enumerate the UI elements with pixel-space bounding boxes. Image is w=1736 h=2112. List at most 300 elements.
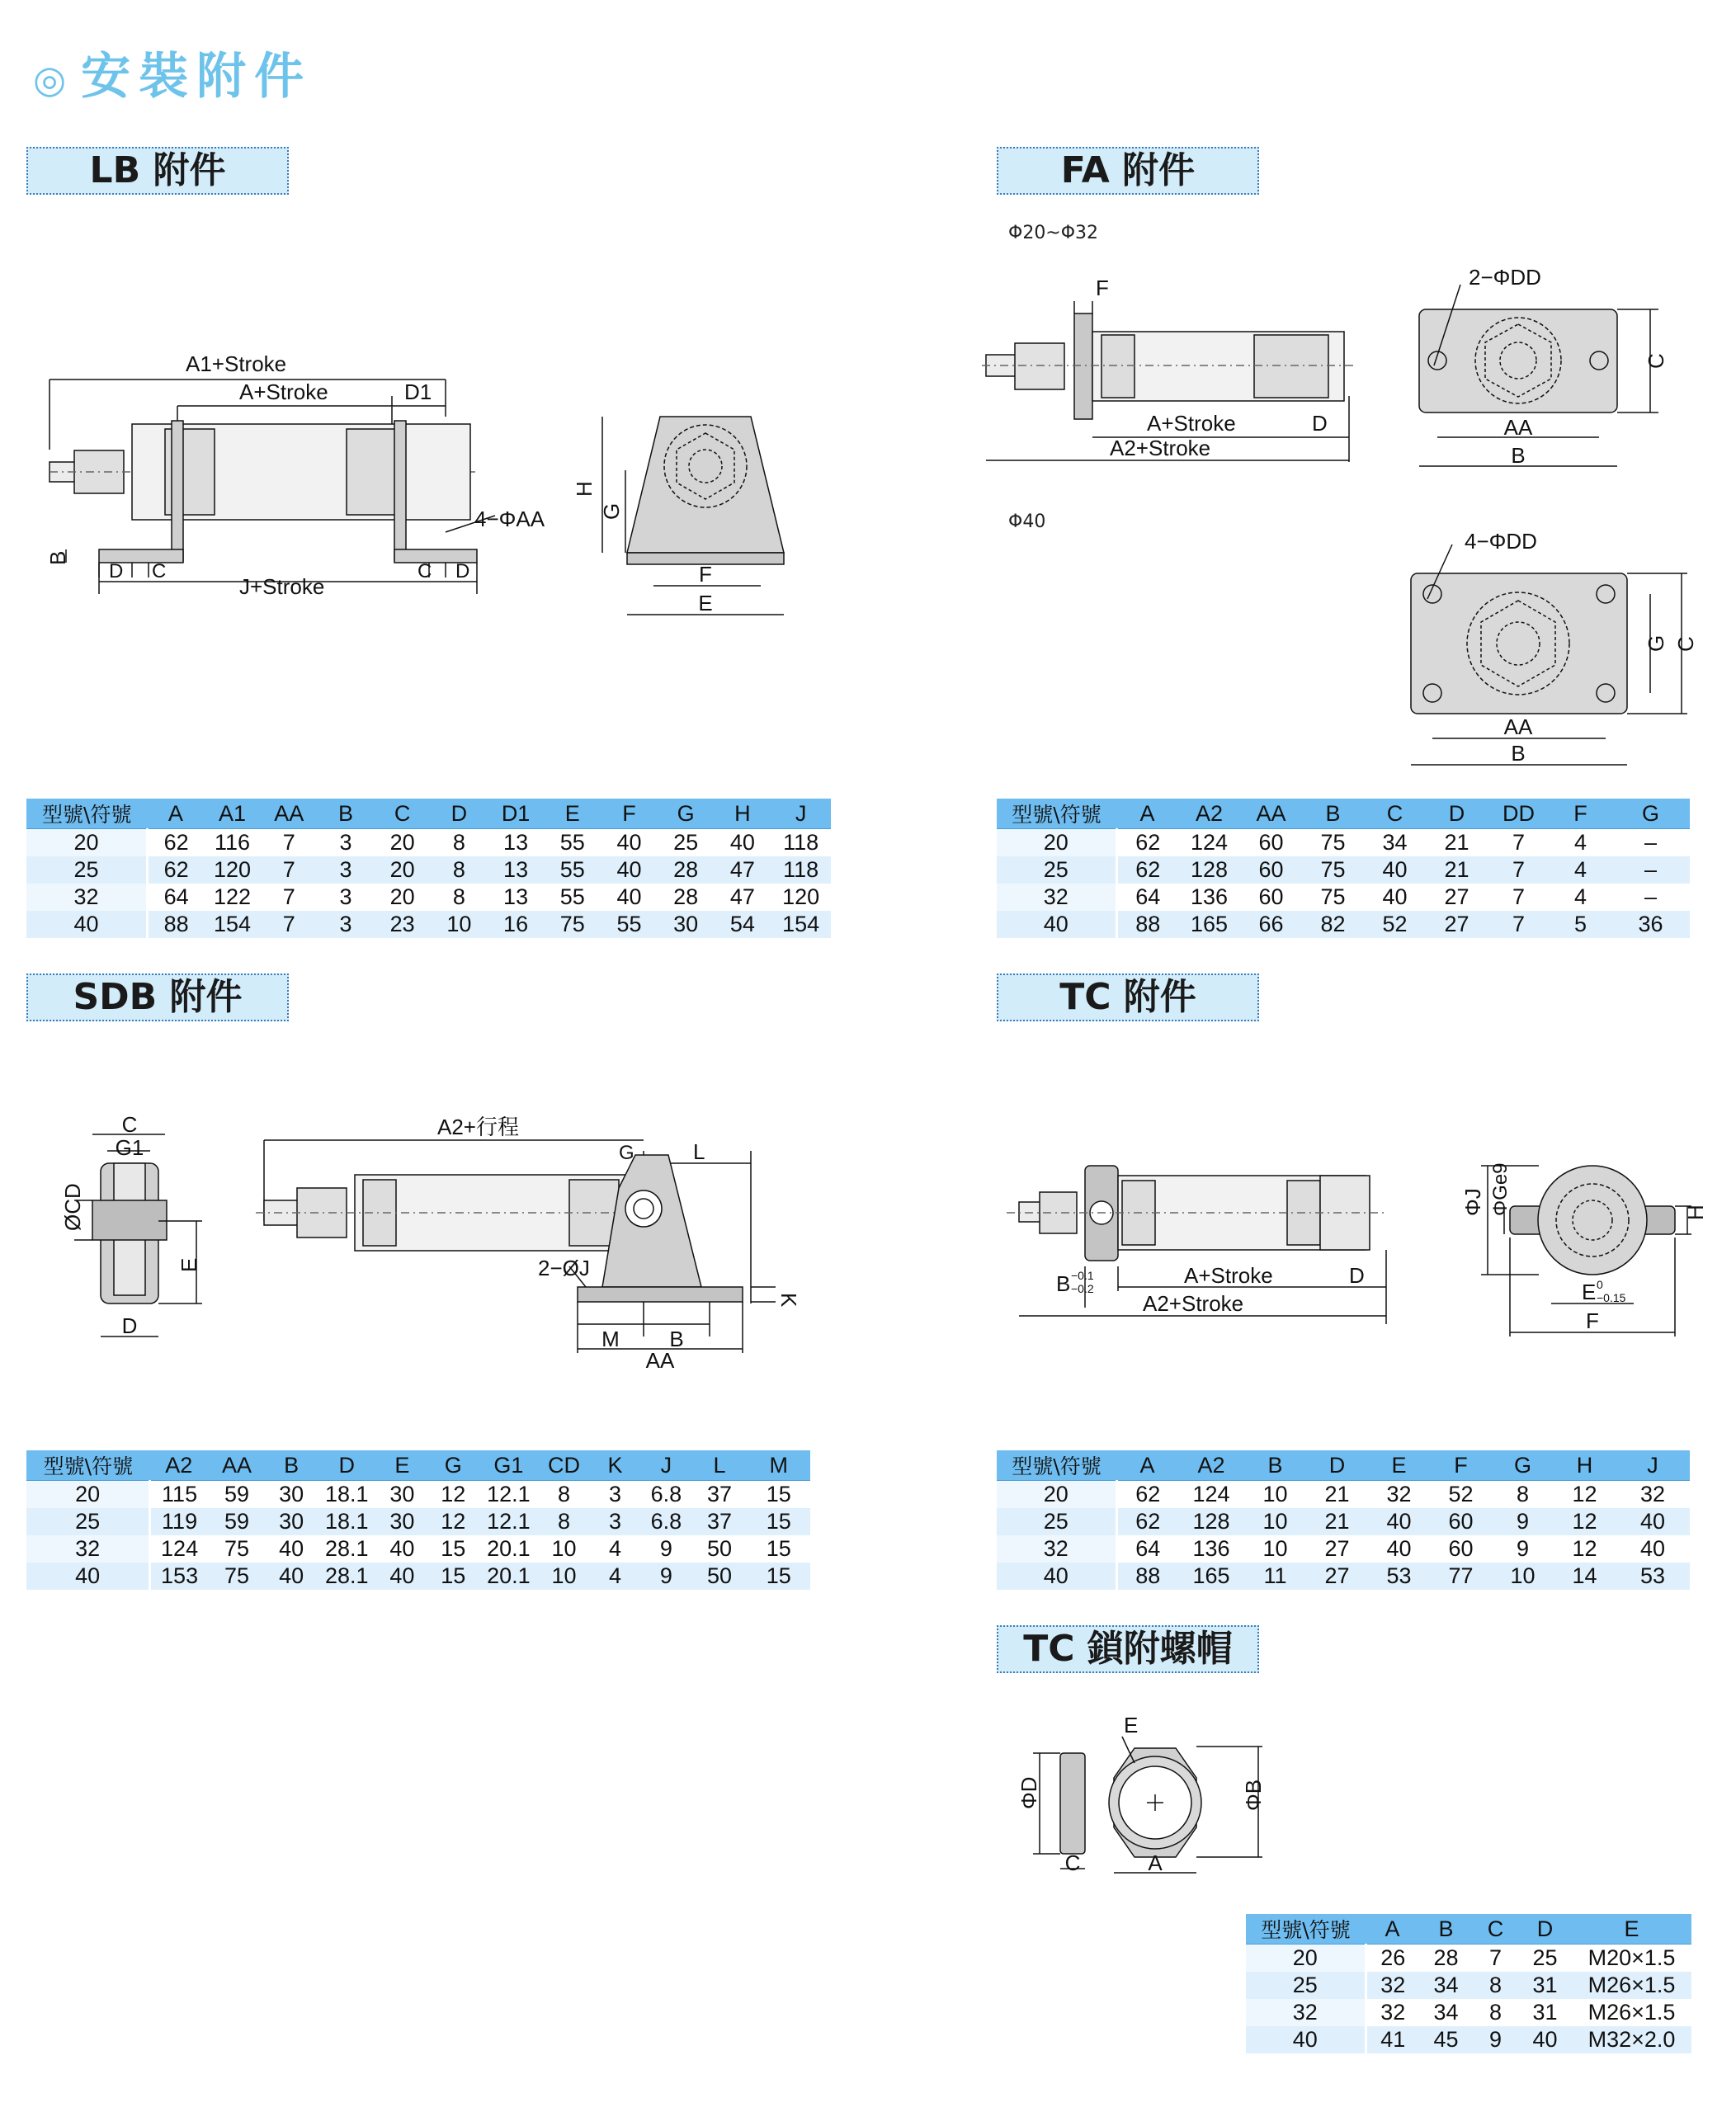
tc-end-drawing (1432, 1155, 1708, 1345)
model-cell: 32 (997, 1535, 1116, 1563)
tcnut-a-label: A (1148, 1850, 1163, 1875)
fa-small-plate-drawing (1411, 260, 1675, 474)
value-cell: 21 (1426, 829, 1488, 857)
value-cell: 12 (1554, 1508, 1616, 1535)
value-cell: 55 (601, 911, 658, 938)
lb-header-cell: C (374, 799, 431, 829)
lb-table-body (26, 829, 831, 939)
sdb-table-header-row (26, 1450, 810, 1481)
fa-aa-label-small: AA (1503, 415, 1533, 440)
value-cell: 21 (1306, 1508, 1368, 1535)
sdb-e-label: E (177, 1257, 201, 1272)
value-cell: 25 (658, 829, 715, 857)
value-cell: 66 (1240, 911, 1302, 938)
value-cell: 16 (488, 911, 545, 938)
value-cell: 40 (1616, 1535, 1690, 1563)
tcnut-header-cell: C (1473, 1914, 1518, 1945)
value-cell: 25 (1518, 1945, 1572, 1973)
value-cell: 40 (1364, 856, 1426, 884)
tcnut-header-cell: E (1572, 1914, 1691, 1945)
value-cell: 75 (1302, 856, 1364, 884)
tcnut-header-cell: A (1366, 1914, 1419, 1945)
value-cell: 27 (1426, 884, 1488, 911)
sdb-header-cell: AA (208, 1450, 266, 1481)
tcnut-header-cell: 型號\符號 (1246, 1914, 1366, 1945)
value-cell: 23 (374, 911, 431, 938)
sdb-header-cell: A2 (150, 1450, 208, 1481)
value-cell: 40 (1518, 2026, 1572, 2053)
value-cell: 15 (748, 1481, 810, 1509)
sdb-d-label: D (121, 1313, 138, 1338)
fa-header-cell: 型號\符號 (997, 799, 1116, 829)
table-row (1246, 2026, 1691, 2053)
tc-j-label: ΦJ (1460, 1188, 1485, 1216)
sdb-header-cell: E (376, 1450, 427, 1481)
model-cell: 25 (997, 856, 1116, 884)
value-cell: 88 (148, 911, 205, 938)
value-cell: 7 (1488, 829, 1550, 857)
page-title (33, 37, 312, 108)
value-cell: 7 (1488, 856, 1550, 884)
value-cell: 88 (1116, 1563, 1178, 1590)
value-cell: 12 (1554, 1535, 1616, 1563)
value-cell: 154 (771, 911, 831, 938)
sdb-cd-label: ØCD (60, 1183, 85, 1231)
tcnut-spec-table (1246, 1914, 1691, 2053)
value-cell: 40 (1616, 1508, 1690, 1535)
sdb-header-cell: D (317, 1450, 376, 1481)
value-cell: 28.1 (317, 1563, 376, 1590)
tcnut-section-title: TC 鎖附螺帽 (997, 1625, 1259, 1673)
sdb-header-cell: M (748, 1450, 810, 1481)
lb-header-cell: A1 (204, 799, 261, 829)
sdb-l-label: L (693, 1139, 705, 1164)
model-cell: 32 (26, 884, 148, 911)
model-cell: 32 (26, 1535, 150, 1563)
tc-f-label: F (1586, 1308, 1599, 1333)
model-cell: 32 (1246, 1999, 1366, 2026)
value-cell: 31 (1518, 1972, 1572, 1999)
value-cell: 12.1 (479, 1508, 538, 1535)
fa-dd4-label: 4−ΦDD (1465, 529, 1537, 554)
value-cell: 64 (1116, 884, 1178, 911)
value-cell: 40 (601, 829, 658, 857)
lb-header-cell: A (148, 799, 205, 829)
value-cell: 8 (1492, 1481, 1554, 1509)
value-cell: 55 (544, 884, 601, 911)
table-row (997, 1535, 1690, 1563)
value-cell: 50 (691, 1563, 747, 1590)
lb-end-drawing (569, 404, 809, 619)
value-cell: 60 (1240, 856, 1302, 884)
value-cell: 59 (208, 1508, 266, 1535)
model-cell: 40 (26, 911, 148, 938)
model-cell: 40 (997, 911, 1116, 938)
lb-d-right-label: D (455, 560, 470, 582)
fa-header-cell: F (1550, 799, 1611, 829)
value-cell: 128 (1178, 856, 1240, 884)
value-cell: 118 (771, 829, 831, 857)
value-cell: 40 (266, 1563, 317, 1590)
sdb-j-label: 2−ØJ (538, 1256, 590, 1280)
value-cell: 10 (539, 1535, 590, 1563)
value-cell: M26×1.5 (1572, 1999, 1691, 2026)
value-cell: 8 (431, 856, 488, 884)
value-cell: 12 (427, 1508, 479, 1535)
value-cell: 62 (148, 856, 205, 884)
fa-header-cell: AA (1240, 799, 1302, 829)
tc-header-cell: D (1306, 1450, 1368, 1481)
value-cell: 9 (1492, 1535, 1554, 1563)
lb-header-cell: B (318, 799, 375, 829)
value-cell: 75 (208, 1563, 266, 1590)
value-cell: M32×2.0 (1572, 2026, 1691, 2053)
table-row (26, 829, 831, 857)
value-cell: 54 (715, 911, 771, 938)
value-cell: 53 (1616, 1563, 1690, 1590)
sdb-c-label: C (121, 1112, 138, 1137)
lb-header-cell: D (431, 799, 488, 829)
value-cell: 7 (1488, 911, 1550, 938)
value-cell: 40 (601, 884, 658, 911)
fa-dd2-label: 2−ΦDD (1469, 265, 1541, 290)
table-row (997, 856, 1690, 884)
sdb-header-cell: G1 (479, 1450, 538, 1481)
sdb-spec-table (26, 1450, 810, 1590)
lb-c-right-label: C (417, 560, 432, 582)
value-cell: 53 (1368, 1563, 1430, 1590)
value-cell: 40 (266, 1535, 317, 1563)
lb-c-left-label: C (152, 560, 167, 582)
value-cell: 15 (427, 1563, 479, 1590)
lb-hole-label: 4−ΦAA (474, 507, 545, 531)
value-cell: 7 (261, 884, 318, 911)
lb-b-label: B (45, 550, 70, 565)
value-cell: 28 (1419, 1945, 1473, 1973)
tcnut-header-cell: B (1419, 1914, 1473, 1945)
value-cell: – (1611, 829, 1690, 857)
value-cell: 116 (204, 829, 261, 857)
value-cell: 52 (1430, 1481, 1492, 1509)
model-cell: 20 (997, 829, 1116, 857)
value-cell: 136 (1178, 1535, 1244, 1563)
fa-section-title: FA 附件 (997, 147, 1259, 195)
sdb-b-label: B (669, 1327, 684, 1351)
value-cell: 12 (1554, 1481, 1616, 1509)
tc-b-label: B (1056, 1271, 1071, 1296)
value-cell: 4 (1550, 856, 1611, 884)
value-cell: 27 (1306, 1535, 1368, 1563)
tc-spec-table (997, 1450, 1690, 1590)
lb-header-cell: 型號\符號 (26, 799, 148, 829)
value-cell: 34 (1364, 829, 1426, 857)
value-cell: 9 (1473, 2026, 1518, 2053)
value-cell: 30 (376, 1508, 427, 1535)
value-cell: 36 (1611, 911, 1690, 938)
value-cell: 62 (148, 829, 205, 857)
lb-j-stroke-label: J+Stroke (239, 574, 325, 599)
tcnut-e-label: E (1124, 1713, 1139, 1737)
table-row (1246, 1972, 1691, 1999)
tc-b-lower-tol: −0.2 (1071, 1282, 1094, 1295)
value-cell: 20 (374, 829, 431, 857)
value-cell: 32 (1368, 1481, 1430, 1509)
value-cell: 14 (1554, 1563, 1616, 1590)
lb-header-cell: E (544, 799, 601, 829)
fa-header-cell: A (1116, 799, 1178, 829)
value-cell: 20.1 (479, 1563, 538, 1590)
fa-header-cell: B (1302, 799, 1364, 829)
tcnut-d-label: ΦD (1017, 1776, 1041, 1809)
table-row (997, 1563, 1690, 1590)
value-cell: 30 (266, 1508, 317, 1535)
tcnut-b-label: ΦB (1241, 1779, 1266, 1811)
value-cell: 15 (427, 1535, 479, 1563)
sdb-k-label: K (776, 1293, 801, 1308)
fa-a2-stroke-label: A2+Stroke (1110, 436, 1211, 460)
lb-e-label: E (698, 591, 713, 615)
value-cell: 75 (1302, 884, 1364, 911)
tc-table-body (997, 1481, 1690, 1591)
model-cell: 40 (997, 1563, 1116, 1590)
tc-section-title: TC 附件 (997, 974, 1259, 1021)
sdb-header-cell: B (266, 1450, 317, 1481)
tc-e-upper-tol: 0 (1597, 1278, 1603, 1291)
sdb-table-body (26, 1481, 810, 1591)
value-cell: 30 (266, 1481, 317, 1509)
tc-g-label: ΦGe9 (1489, 1162, 1512, 1216)
value-cell: 3 (590, 1508, 641, 1535)
fa-header-cell: A2 (1178, 799, 1240, 829)
value-cell: 20.1 (479, 1535, 538, 1563)
fa-b-label-small: B (1511, 443, 1526, 468)
lb-g-label: G (599, 502, 624, 520)
tc-header-cell: A2 (1178, 1450, 1244, 1481)
table-row (26, 884, 831, 911)
value-cell: 9 (640, 1563, 691, 1590)
tc-d-label: D (1349, 1263, 1365, 1288)
fa-g-label: G (1644, 634, 1668, 652)
sdb-a2-stroke-label: A2+行程 (437, 1115, 519, 1139)
model-cell: 20 (26, 1481, 150, 1509)
value-cell: 37 (691, 1481, 747, 1509)
value-cell: 8 (1473, 1999, 1518, 2026)
value-cell: 7 (261, 911, 318, 938)
tc-header-cell: A (1116, 1450, 1178, 1481)
value-cell: 4 (590, 1535, 641, 1563)
fa-a-stroke-label: A+Stroke (1147, 411, 1236, 436)
table-row (997, 1481, 1690, 1509)
table-row (26, 856, 831, 884)
value-cell: 4 (1550, 829, 1611, 857)
tc-header-cell: F (1430, 1450, 1492, 1481)
value-cell: 13 (488, 884, 545, 911)
value-cell: 34 (1419, 1972, 1473, 1999)
value-cell: 32 (1366, 1972, 1419, 1999)
model-cell: 32 (997, 884, 1116, 911)
value-cell: 4 (590, 1563, 641, 1590)
value-cell: 124 (150, 1535, 208, 1563)
value-cell: 40 (376, 1563, 427, 1590)
fa-header-cell: G (1611, 799, 1690, 829)
value-cell: 75 (544, 911, 601, 938)
value-cell: 75 (1302, 829, 1364, 857)
value-cell: 8 (539, 1481, 590, 1509)
value-cell: 75 (208, 1535, 266, 1563)
lb-header-cell: J (771, 799, 831, 829)
lb-a1-stroke-label: A1+Stroke (186, 351, 287, 376)
value-cell: 26 (1366, 1945, 1419, 1973)
fa-c-label-large: C (1673, 636, 1698, 652)
value-cell: 15 (748, 1508, 810, 1535)
value-cell: 10 (539, 1563, 590, 1590)
value-cell: 153 (150, 1563, 208, 1590)
sdb-side-drawing (256, 1106, 817, 1373)
value-cell: 34 (1419, 1999, 1473, 2026)
tcnut-drawing (1015, 1712, 1279, 1877)
value-cell: 47 (715, 856, 771, 884)
fa-small-bore-label: Φ20~Φ32 (1008, 223, 1099, 243)
model-cell: 25 (1246, 1972, 1366, 1999)
table-row (1246, 1945, 1691, 1973)
value-cell: 3 (318, 884, 375, 911)
value-cell: 27 (1306, 1563, 1368, 1590)
value-cell: 9 (640, 1535, 691, 1563)
value-cell: 5 (1550, 911, 1611, 938)
value-cell: 31 (1518, 1999, 1572, 2026)
value-cell: 119 (150, 1508, 208, 1535)
value-cell: 28 (658, 884, 715, 911)
value-cell: 18.1 (317, 1508, 376, 1535)
value-cell: 118 (771, 856, 831, 884)
value-cell: 62 (1116, 829, 1178, 857)
value-cell: 55 (544, 829, 601, 857)
fa-table-header-row (997, 799, 1690, 829)
tc-header-cell: 型號\符號 (997, 1450, 1116, 1481)
value-cell: 21 (1306, 1481, 1368, 1509)
tc-h-label: H (1683, 1204, 1708, 1220)
value-cell: 37 (691, 1508, 747, 1535)
lb-h-label: H (572, 481, 597, 497)
value-cell: 8 (431, 884, 488, 911)
value-cell: 7 (261, 856, 318, 884)
value-cell: 7 (261, 829, 318, 857)
sdb-aa-label: AA (645, 1348, 675, 1373)
tc-side-drawing (1007, 1151, 1403, 1341)
value-cell: 136 (1178, 884, 1240, 911)
tc-e-lower-tol: −0.15 (1597, 1291, 1626, 1304)
fa-f-label: F (1096, 276, 1109, 300)
tcnut-table-body (1246, 1945, 1691, 2054)
table-row (26, 1563, 810, 1590)
value-cell: 3 (318, 829, 375, 857)
value-cell: M26×1.5 (1572, 1972, 1691, 1999)
value-cell: 128 (1178, 1508, 1244, 1535)
model-cell: 25 (26, 856, 148, 884)
value-cell: 13 (488, 856, 545, 884)
value-cell: 154 (204, 911, 261, 938)
lb-d-left-label: D (109, 560, 124, 582)
value-cell: – (1611, 856, 1690, 884)
tc-header-cell: H (1554, 1450, 1616, 1481)
value-cell: 32 (1616, 1481, 1690, 1509)
lb-spec-table (26, 799, 831, 938)
value-cell: 30 (376, 1481, 427, 1509)
value-cell: 60 (1240, 884, 1302, 911)
value-cell: 3 (318, 911, 375, 938)
value-cell: 18.1 (317, 1481, 376, 1509)
tc-e-label: E (1582, 1280, 1597, 1304)
table-row (997, 884, 1690, 911)
tc-header-cell: E (1368, 1450, 1430, 1481)
sdb-header-cell: K (590, 1450, 641, 1481)
value-cell: 124 (1178, 1481, 1244, 1509)
tcnut-table-header-row (1246, 1914, 1691, 1945)
lb-header-cell: F (601, 799, 658, 829)
model-cell: 25 (26, 1508, 150, 1535)
value-cell: 10 (1492, 1563, 1554, 1590)
lb-header-cell: H (715, 799, 771, 829)
lb-side-drawing (33, 346, 578, 619)
value-cell: 60 (1430, 1535, 1492, 1563)
value-cell: 55 (544, 856, 601, 884)
value-cell: 7 (1488, 884, 1550, 911)
value-cell: 40 (1368, 1508, 1430, 1535)
tc-header-cell: J (1616, 1450, 1690, 1481)
value-cell: 82 (1302, 911, 1364, 938)
value-cell: 3 (318, 856, 375, 884)
fa-c-label-small: C (1644, 353, 1668, 369)
value-cell: 62 (1116, 856, 1178, 884)
lb-f-label: F (699, 562, 712, 587)
model-cell: 40 (1246, 2026, 1366, 2053)
tc-a-stroke-label: A+Stroke (1184, 1263, 1273, 1288)
table-row (997, 911, 1690, 938)
value-cell: 20 (374, 884, 431, 911)
value-cell: 64 (148, 884, 205, 911)
lb-header-cell: D1 (488, 799, 545, 829)
table-row (26, 1535, 810, 1563)
value-cell: 64 (1116, 1535, 1178, 1563)
value-cell: 124 (1178, 829, 1240, 857)
lb-section-title: LB 附件 (26, 147, 289, 195)
fa-b-label-large: B (1511, 741, 1526, 766)
sdb-section-title: SDB 附件 (26, 974, 289, 1021)
value-cell: 15 (748, 1563, 810, 1590)
sdb-header-cell: L (691, 1450, 747, 1481)
tc-b-upper-tol: −0.1 (1071, 1269, 1094, 1282)
sdb-m-label: M (601, 1327, 620, 1351)
value-cell: 27 (1426, 911, 1488, 938)
value-cell: 62 (1116, 1481, 1178, 1509)
lb-a-stroke-label: A+Stroke (239, 380, 328, 404)
value-cell: 120 (204, 856, 261, 884)
value-cell: 52 (1364, 911, 1426, 938)
value-cell: 115 (150, 1481, 208, 1509)
table-row (26, 1508, 810, 1535)
fa-spec-table (997, 799, 1690, 938)
value-cell: 10 (1244, 1535, 1306, 1563)
tcnut-header-cell: D (1518, 1914, 1572, 1945)
value-cell: 30 (658, 911, 715, 938)
fa-aa-label-large: AA (1503, 714, 1533, 739)
value-cell: 40 (1364, 884, 1426, 911)
fa-header-cell: D (1426, 799, 1488, 829)
value-cell: 3 (590, 1481, 641, 1509)
value-cell: 15 (748, 1535, 810, 1563)
fa-large-bore-label: Φ40 (1008, 512, 1046, 532)
value-cell: 50 (691, 1535, 747, 1563)
